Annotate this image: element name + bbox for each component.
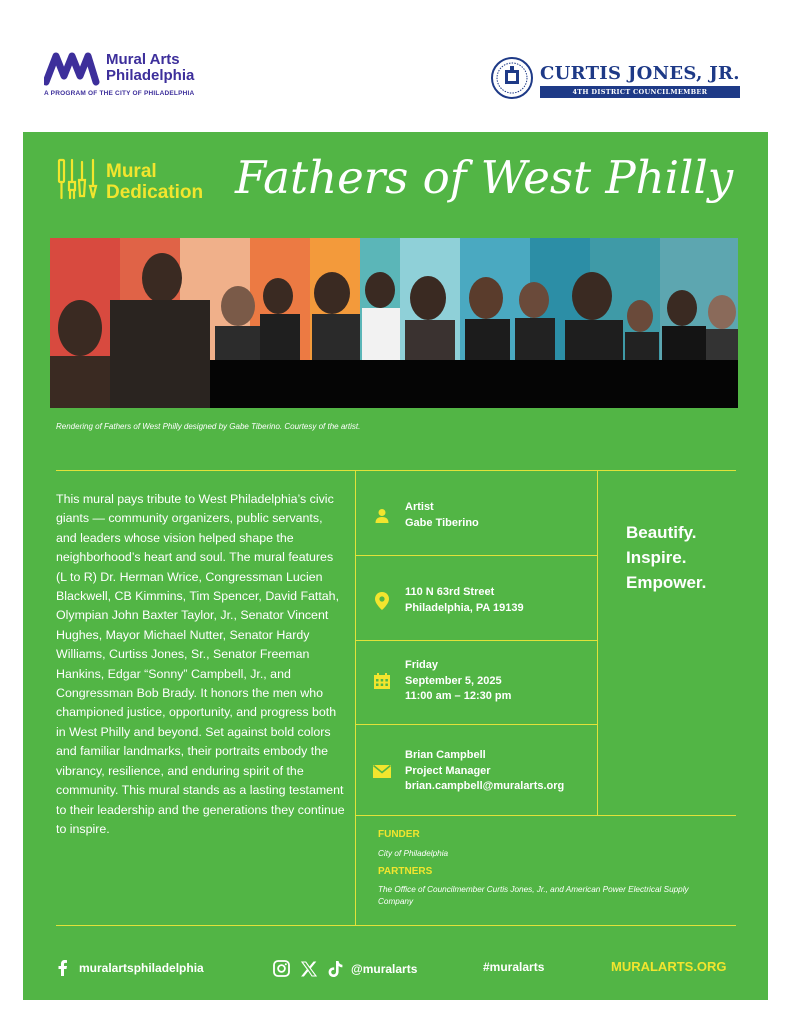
divider-row1	[355, 555, 597, 556]
dedication-line2: Dedication	[106, 181, 204, 203]
artist-info	[373, 500, 479, 531]
date-info	[373, 658, 511, 705]
event-panel	[23, 132, 768, 1000]
x-icon[interactable]	[301, 961, 317, 977]
hashtag: #muralarts	[483, 960, 545, 974]
paint-tools-icon	[56, 156, 100, 202]
event-time: 11:00 am – 12:30 pm	[405, 690, 512, 702]
event-date: September 5, 2025	[405, 674, 502, 687]
facebook-icon	[58, 960, 67, 976]
contact-info	[373, 748, 564, 795]
contact-role: Project Manager	[405, 764, 491, 777]
website-link[interactable]: MURALARTS.ORG	[611, 959, 727, 974]
slogan-line2: Inspire.	[626, 548, 687, 567]
divider-bottom	[56, 925, 736, 926]
tiktok-icon[interactable]	[328, 961, 343, 977]
divider-top	[56, 470, 736, 471]
org-name-line1: Mural Arts	[106, 51, 180, 68]
divider-row4	[355, 815, 736, 816]
divider-left-column	[355, 470, 356, 925]
calendar-icon	[373, 672, 391, 690]
social-links[interactable]	[273, 960, 417, 977]
partners-heading: PARTNERS	[378, 866, 433, 877]
address-line2: Philadelphia, PA 19139	[405, 601, 524, 614]
funder-heading: FUNDER	[378, 829, 420, 840]
address-info	[373, 585, 524, 616]
slogan-line3: Empower.	[626, 573, 707, 592]
mural-rendering-image	[50, 238, 738, 408]
artist-name: Gabe Tiberino	[405, 516, 479, 529]
funder-name: City of Philadelphia	[378, 849, 449, 858]
divider-row3	[355, 724, 597, 725]
divider-row2	[355, 640, 597, 641]
slogan	[626, 520, 706, 595]
mural-arts-logo	[44, 50, 194, 97]
mural-arts-m-icon	[44, 50, 100, 86]
facebook-link[interactable]	[58, 960, 204, 976]
city-seal-icon	[490, 56, 534, 100]
divider-right-column	[597, 470, 598, 815]
facebook-handle: muralartsphiladelphia	[79, 961, 204, 975]
councilmember-logo	[490, 56, 740, 105]
address-line1: 110 N 63rd Street	[405, 586, 495, 598]
councilmember-name: CURTIS JONES, JR.	[540, 62, 740, 84]
image-caption: Rendering of Fathers of West Philly designed by Gabe Tiberino. Courtesy of the artist.	[56, 422, 361, 431]
instagram-icon[interactable]	[273, 960, 290, 977]
artist-label: Artist	[405, 501, 434, 513]
social-handle: @muralarts	[351, 961, 418, 976]
contact-name: Brian Campbell	[405, 749, 486, 761]
slogan-line1: Beautify.	[626, 523, 697, 542]
mural-description: This mural pays tribute to West Philadelphia’s civic giants — community organizers, public servants, and leaders whose vision helped shape the neighborhood’s heart and soul. The mural features (L to R) Dr. Herman Wrice, Congressman Lucien Blackwell, CB Kimmins, Tim Spencer, David Fattah, Olympian John Baxter Taylor, Jr., Senator Vincent Hughes, Mayor Michael Nutter, Senator Hardy Williams, Curtiss Jones, Sr., Senator Freeman Hankins, Edgar “Sonny” Campbell, Jr., and Congressman Bob Brady. It honors the men who championed justice, opportunity, and progress both in West Philly and beyond. Set against bold colors and familiar landmarks, their portraits embody the vibrancy, resilience, and enduring spirit of the community. This mural stands as a lasting testament to their leadership and the generations they continue to inspire.	[56, 492, 345, 836]
councilmember-title: 4TH DISTRICT COUNCILMEMBER	[540, 86, 740, 98]
org-name-line2: Philadelphia	[106, 67, 195, 84]
mural-dedication-label	[56, 156, 203, 207]
person-icon	[374, 508, 390, 524]
org-tagline: A PROGRAM OF THE CITY OF PHILADELPHIA	[44, 90, 195, 97]
dedication-line1: Mural	[106, 160, 157, 182]
location-pin-icon	[375, 592, 389, 610]
envelope-icon	[373, 765, 391, 778]
mural-title: Fathers of West Philly	[235, 151, 734, 204]
event-day: Friday	[405, 659, 439, 671]
contact-email[interactable]: brian.campbell@muralarts.org	[405, 780, 565, 792]
partners-names: The Office of Councilmember Curtis Jones, Jr., and American Power Electrical Supply Company	[378, 885, 689, 906]
